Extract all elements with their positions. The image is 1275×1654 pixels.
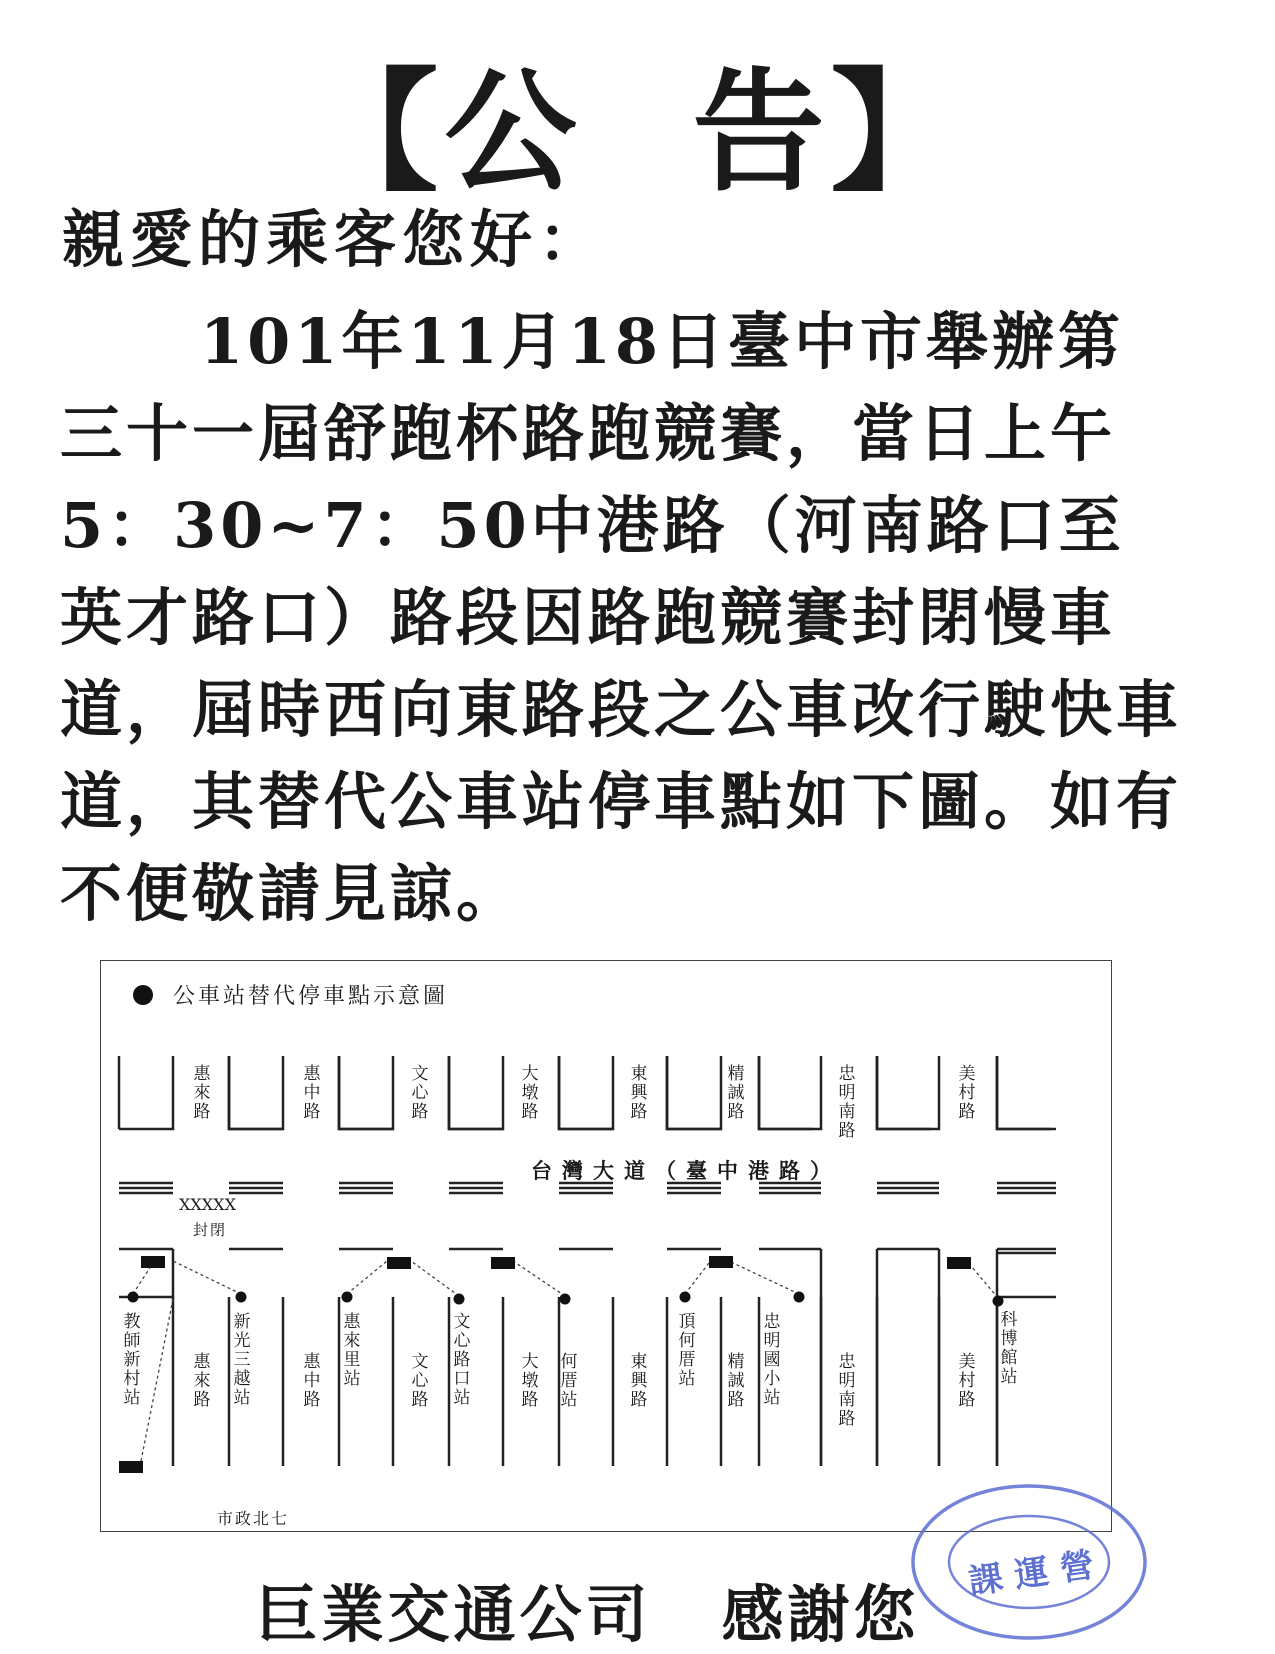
bus-stop-dot-icon — [680, 1292, 691, 1303]
stop-label: 教師新村站 — [123, 1312, 141, 1408]
top-street-label: 忠明南路 — [838, 1064, 856, 1141]
bottom-street-label: 惠中路 — [303, 1352, 321, 1410]
block-top — [339, 1056, 393, 1129]
top-street-label: 精誠路 — [727, 1064, 745, 1122]
bottom-street-label: 東興路 — [630, 1352, 648, 1410]
block-top — [559, 1056, 613, 1129]
stop-label: 新光三越站 — [233, 1312, 251, 1408]
title-char-1: 公 — [444, 56, 583, 210]
stop-label: 忠明國小站 — [763, 1312, 781, 1408]
bus-stop-dot-icon — [794, 1292, 805, 1303]
map-title: 公車站替代停車點示意圖 — [173, 984, 449, 1009]
notice-title — [0, 58, 1275, 208]
map-drawing — [101, 961, 1111, 1531]
bottom-street-label: 忠明南路 — [838, 1352, 856, 1429]
title-bracket-left: 【 — [306, 56, 445, 210]
block-top — [229, 1056, 283, 1129]
block-top — [119, 1056, 173, 1129]
bottom-road-label: 市政北七 — [217, 1509, 290, 1528]
block-top — [449, 1056, 503, 1129]
top-street-label: 文心路 — [411, 1064, 429, 1122]
relocation-arrow — [133, 1266, 151, 1294]
closed-marks: XXXXX — [179, 1195, 236, 1214]
bottom-street-label: 美村路 — [958, 1352, 976, 1410]
stop-label: 頂何厝站 — [678, 1312, 696, 1389]
temporary-stop-bar-icon — [141, 1256, 165, 1268]
block-top — [997, 1056, 1056, 1129]
top-street-label: 東興路 — [630, 1064, 648, 1122]
relocation-arrow — [971, 1266, 998, 1298]
thanks-text: 感謝您 — [721, 1578, 920, 1651]
relocation-arrow — [733, 1263, 799, 1294]
boulevard-label: 台灣大道（臺中港路） — [531, 1158, 841, 1183]
block-top — [759, 1056, 813, 1129]
relocation-arrow — [685, 1263, 709, 1294]
temporary-stop-bar-icon — [387, 1257, 411, 1269]
bus-stop-dot-icon — [993, 1296, 1004, 1307]
title-char-2: 告 — [692, 56, 831, 210]
greeting: 親愛的乘客您好： — [62, 203, 607, 276]
relocation-arrow — [513, 1261, 565, 1296]
temporary-stop-bar-icon — [709, 1256, 733, 1268]
temporary-stop-bar-icon — [491, 1257, 515, 1269]
temporary-stop-bar-icon — [947, 1257, 971, 1269]
block-top — [667, 1056, 721, 1129]
block-top — [997, 1056, 1051, 1129]
bottom-street-label: 惠來路 — [193, 1352, 211, 1410]
top-street-label: 美村路 — [958, 1064, 976, 1122]
temporary-stop-bar-icon — [119, 1461, 143, 1473]
stop-label: 惠來里站 — [343, 1312, 361, 1389]
stamp-center-text: 課運營 — [966, 1543, 1109, 1603]
top-street-label: 惠來路 — [193, 1064, 211, 1122]
block-top — [559, 1056, 613, 1129]
bus-stop-dot-icon — [560, 1294, 571, 1305]
relocation-arrow — [347, 1261, 387, 1294]
stop-label: 科博館站 — [1000, 1310, 1018, 1387]
company-name: 巨業交通公司 — [255, 1578, 652, 1651]
bus-stop-dot-icon — [128, 1292, 139, 1303]
relocation-arrow — [411, 1261, 459, 1296]
title-bracket-right: 】 — [830, 56, 969, 210]
block-top — [877, 1056, 939, 1129]
stop-label: 文心路口站 — [453, 1312, 471, 1408]
bus-stop-dot-icon — [454, 1294, 465, 1305]
top-street-label: 大墩路 — [521, 1064, 539, 1122]
block-top — [339, 1056, 393, 1129]
relocation-arrow — [173, 1261, 241, 1294]
notice-body-text: 101年11月18日臺中市舉辦第三十一屆舒跑杯路跑競賽，當日上午5：30~7：50中港路（河南路口至英才路口）路段因路跑競賽封閉慢車道，屆時西向東路段之公車改行駛快車道，其替代公車站停車點如下圖。如有不便敬請見諒。 — [60, 305, 1183, 930]
top-street-label: 惠中路 — [303, 1064, 321, 1122]
closed-label: 封閉 — [193, 1221, 228, 1239]
bus-stop-dot-icon — [342, 1292, 353, 1303]
bottom-street-label: 大墩路 — [521, 1352, 539, 1410]
bus-stop-dot-icon — [236, 1292, 247, 1303]
block-top — [667, 1056, 721, 1129]
block-top — [759, 1056, 821, 1129]
bottom-street-label: 精誠路 — [727, 1352, 745, 1410]
block-top — [229, 1056, 283, 1129]
relocation-arrow — [141, 1299, 173, 1461]
bottom-street-label: 文心路 — [411, 1352, 429, 1410]
block-top — [449, 1056, 503, 1129]
block-top — [877, 1056, 931, 1129]
notice-body — [60, 296, 1185, 940]
bus-stop-map — [100, 960, 1112, 1532]
stop-label: 何厝站 — [560, 1352, 578, 1410]
